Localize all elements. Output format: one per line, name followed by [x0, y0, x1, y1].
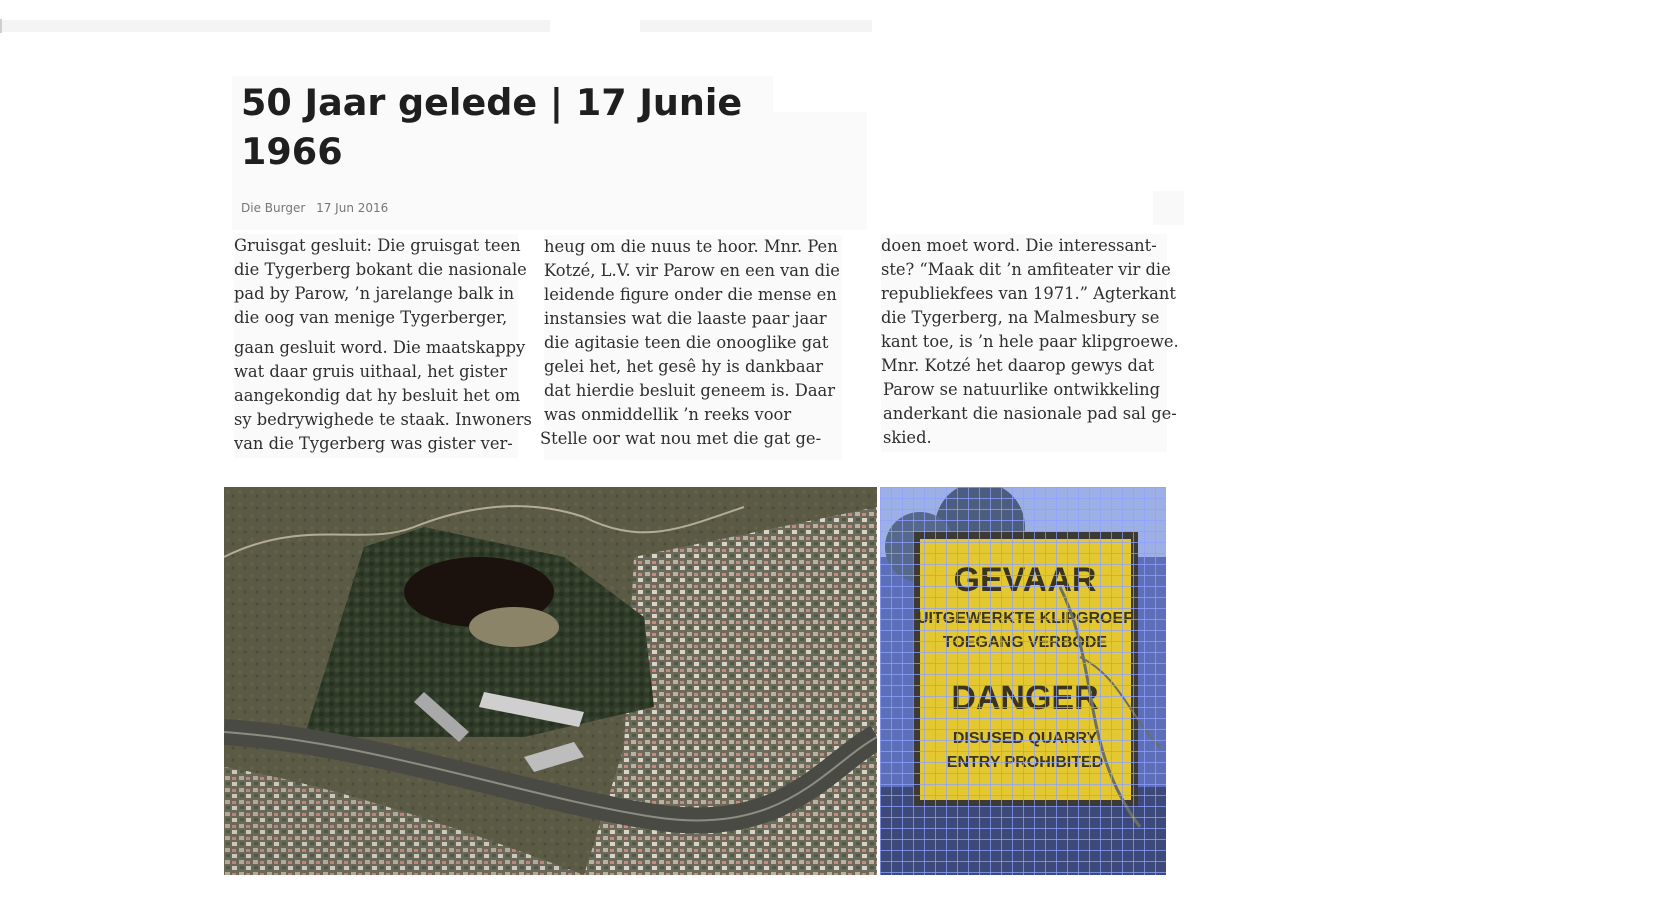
text-line: sy bedrywighede te staak. Inwoners	[234, 410, 532, 429]
text-line: Mnr. Kotzé het daarop gewys dat	[881, 356, 1155, 375]
top-strip-right	[640, 20, 872, 32]
aerial-photo	[224, 487, 877, 875]
text-line: doen moet word. Die interessant-	[881, 236, 1157, 255]
text-line: was onmiddellik ’n reeks voor	[544, 405, 792, 424]
text-line: die oog van menige Tygerberger,	[234, 308, 508, 327]
text-column-2	[540, 235, 842, 460]
text-line: leidende figure onder die mense en	[544, 285, 837, 304]
article-title: 50 Jaar gelede | 17 Junie 1966	[241, 81, 743, 173]
text-line: skied.	[883, 428, 932, 447]
text-column-1	[234, 234, 532, 458]
text-line: heug om die nuus te hoor. Mnr. Pen	[544, 237, 838, 256]
text-line: Stelle oor wat nou met die gat ge-	[540, 429, 822, 448]
text-column-3	[881, 234, 1179, 452]
text-line: anderkant die nasionale pad sal ge-	[883, 404, 1177, 423]
text-line: die Tygerberg bokant die nasionale	[234, 260, 527, 279]
text-line: dat hierdie besluit geneem is. Daar	[544, 381, 836, 400]
side-box	[1153, 191, 1184, 225]
text-line: pad by Parow, ’n jarelange balk in	[234, 284, 515, 303]
text-line: ste? “Maak dit ’n amfiteater vir die	[881, 260, 1171, 279]
article-date: 17 Jun 2016	[316, 201, 389, 215]
text-line: gelei het, het gesê hy is dankbaar	[544, 357, 824, 376]
text-line: wat daar gruis uithaal, het gister	[234, 362, 508, 381]
article-source: Die Burger	[241, 201, 306, 215]
top-strip-left	[0, 20, 550, 32]
text-line: van die Tygerberg was gister ver-	[234, 434, 513, 453]
byline	[241, 201, 388, 215]
text-line: Parow se natuurlike ontwikkeling	[883, 380, 1161, 399]
text-line: Kotzé, L.V. vir Parow en een van die	[544, 261, 840, 280]
text-line: republiekfees van 1971.” Agterkant	[881, 284, 1176, 303]
text-line: Gruisgat gesluit: Die gruisgat teen	[234, 236, 521, 255]
left-edge-mark	[0, 19, 2, 33]
text-line: die Tygerberg, na Malmesbury se	[881, 308, 1160, 327]
text-line: kant toe, is ’n hele paar klipgroewe.	[881, 332, 1179, 351]
text-line: die agitasie teen die onooglike gat	[544, 333, 829, 352]
sign-photo	[880, 487, 1166, 875]
text-line: aangekondig dat hy besluit het om	[234, 386, 521, 405]
aerial-photo-quarry-icon	[224, 487, 877, 875]
warning-sign-photo-icon	[880, 487, 1166, 875]
text-line: instansies wat die laaste paar jaar	[544, 309, 827, 328]
text-line: gaan gesluit word. Die maatskappy	[234, 338, 526, 357]
